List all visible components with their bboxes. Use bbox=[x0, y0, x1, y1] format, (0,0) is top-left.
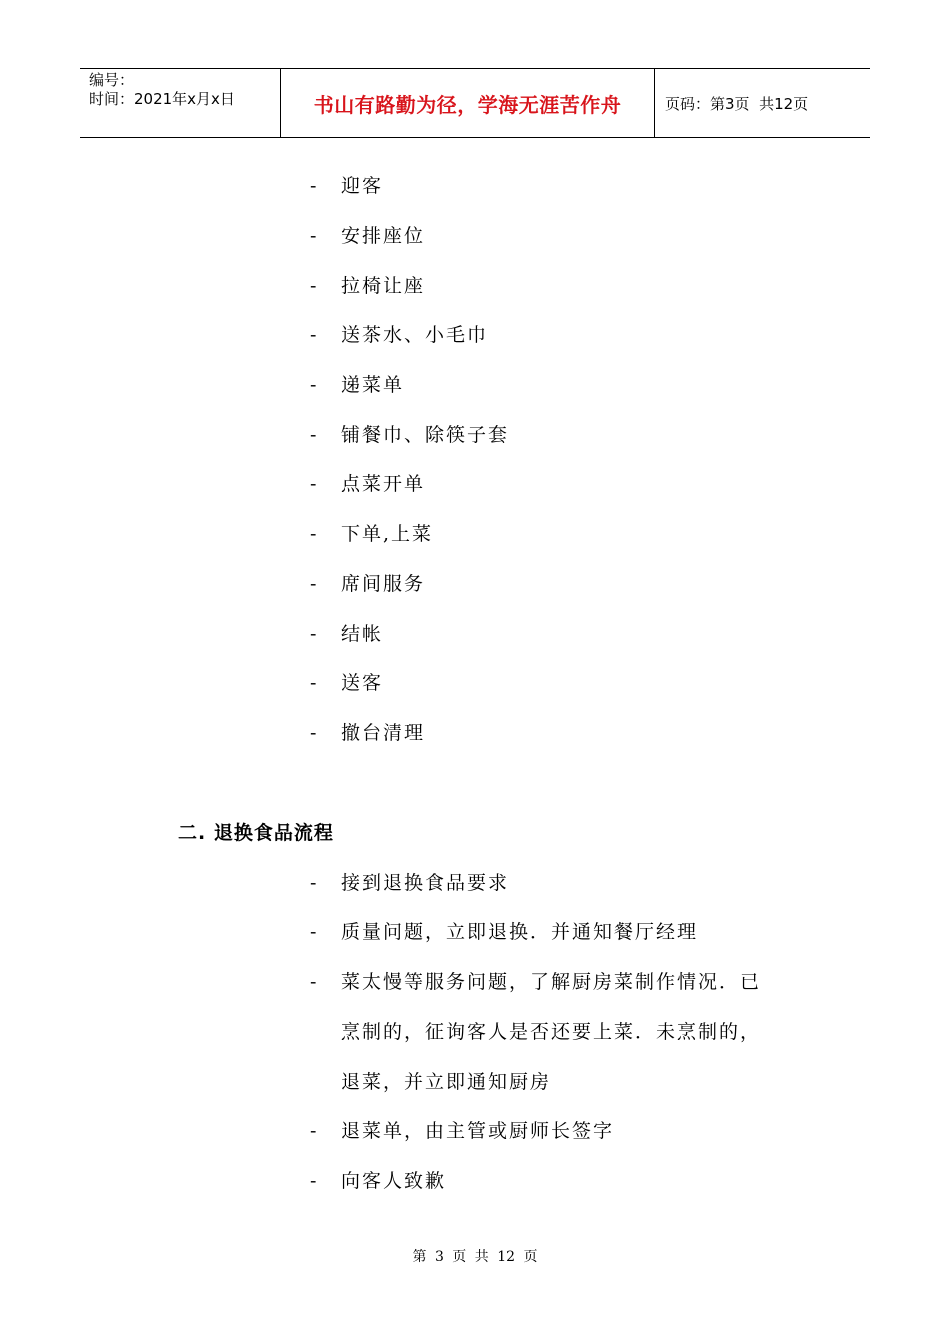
list-item bbox=[310, 519, 433, 546]
list-dash: - bbox=[310, 722, 319, 744]
time-label: 时间：2021年x月x日 bbox=[89, 90, 235, 108]
list-item bbox=[310, 569, 425, 596]
list-dash: - bbox=[310, 225, 319, 247]
list-dash: - bbox=[310, 523, 319, 545]
list-item-text: 接到退换食品要求 bbox=[341, 872, 510, 894]
list-dash: - bbox=[310, 672, 319, 694]
list-dash: - bbox=[310, 175, 319, 197]
list-dash: - bbox=[310, 623, 319, 645]
list-item-text: 送茶水、小毛巾 bbox=[341, 324, 489, 346]
list-item-text: 迎客 bbox=[341, 175, 384, 197]
list-item bbox=[310, 1116, 614, 1143]
list-dash: - bbox=[310, 1120, 319, 1142]
list-item-text: 质量问题，立即退换．并通知餐厅经理 bbox=[341, 921, 699, 943]
list-dash: - bbox=[310, 971, 319, 993]
list-item-text: 撤台清理 bbox=[341, 722, 426, 744]
list-item-continuation: 退菜，并立即通知厨房 bbox=[341, 1071, 552, 1093]
list-item-continuation: 烹制的，征询客人是否还要上菜．未烹制的， bbox=[341, 1021, 762, 1043]
list-dash: - bbox=[310, 1170, 319, 1192]
list-item-text: 向客人致歉 bbox=[341, 1170, 447, 1192]
header-motto: 书山有路勤为径，学海无涯苦作舟 bbox=[281, 69, 655, 137]
list-item-text: 铺餐巾、除筷子套 bbox=[341, 424, 510, 446]
list-dash: - bbox=[310, 374, 319, 396]
list-item bbox=[310, 668, 383, 695]
list-item bbox=[310, 718, 425, 745]
list-item-text: 拉椅让座 bbox=[341, 275, 426, 297]
list-item-text: 席间服务 bbox=[341, 573, 426, 595]
list-item-text: 递菜单 bbox=[341, 374, 405, 396]
list-item bbox=[310, 1166, 446, 1193]
section-heading: 二. 退换食品流程 bbox=[178, 822, 334, 844]
header-page-info: 页码：第3页 共12页 bbox=[665, 94, 809, 113]
list-item-text: 菜太慢等服务问题，了解厨房菜制作情况．已 bbox=[341, 971, 762, 993]
list-item bbox=[310, 420, 509, 447]
page-header bbox=[80, 68, 870, 138]
page-footer: 第 3 页 共 12 页 bbox=[412, 1249, 538, 1265]
list-item bbox=[310, 320, 488, 347]
list-dash: - bbox=[310, 573, 319, 595]
list-item bbox=[310, 221, 425, 248]
list-item bbox=[310, 967, 761, 994]
list-item-text: 下单,上菜 bbox=[341, 523, 434, 545]
list-item bbox=[310, 917, 698, 944]
list-dash: - bbox=[310, 921, 319, 943]
list-item bbox=[310, 868, 509, 895]
number-label: 编号： bbox=[89, 71, 135, 89]
header-meta bbox=[80, 69, 281, 137]
list-item bbox=[310, 469, 425, 496]
list-dash: - bbox=[310, 424, 319, 446]
list-dash: - bbox=[310, 275, 319, 297]
list-dash: - bbox=[310, 872, 319, 894]
list-dash: - bbox=[310, 473, 319, 495]
list-item bbox=[310, 370, 404, 397]
list-item-text: 退菜单，由主管或厨师长签字 bbox=[341, 1120, 615, 1142]
list-item-text: 安排座位 bbox=[341, 225, 426, 247]
list-item-text: 点菜开单 bbox=[341, 473, 426, 495]
list-item-text: 结帐 bbox=[341, 623, 384, 645]
list-dash: - bbox=[310, 324, 319, 346]
list-item bbox=[310, 619, 383, 646]
list-item bbox=[310, 271, 425, 298]
list-item bbox=[310, 171, 383, 198]
list-item-text: 送客 bbox=[341, 672, 384, 694]
